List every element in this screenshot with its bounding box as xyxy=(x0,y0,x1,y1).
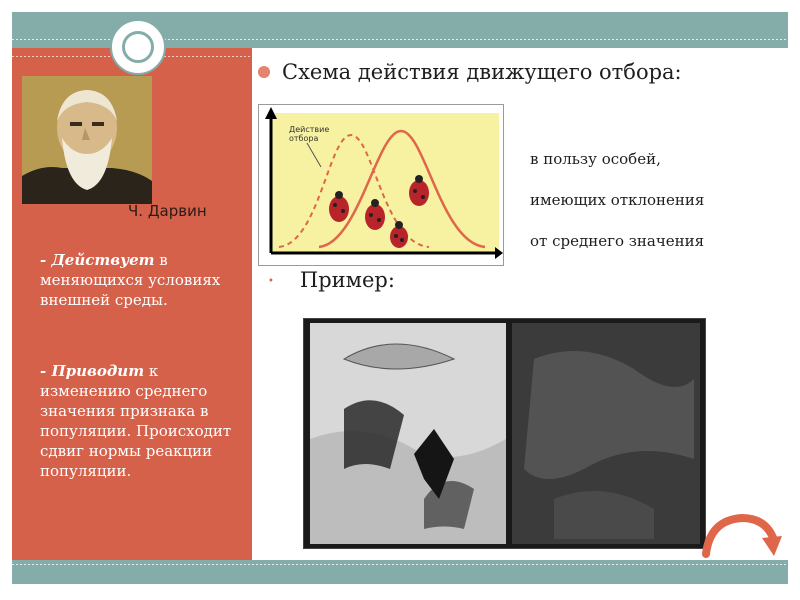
left-point-2 xyxy=(40,361,250,481)
right-text-line-3: от среднего значения xyxy=(530,232,705,250)
slide-title-text: Схема действия движущего отбора: xyxy=(282,60,682,84)
example-label xyxy=(268,268,395,292)
left-point-1 xyxy=(40,250,250,310)
portrait-caption: Ч. Дарвин xyxy=(128,202,207,220)
right-text-line-1: в пользу особей, xyxy=(530,150,661,168)
next-slide-arrow-icon[interactable] xyxy=(700,510,782,558)
bottom-band xyxy=(12,560,788,584)
darwin-portrait xyxy=(22,76,152,204)
left-point-1-lead: - Действует xyxy=(40,251,155,269)
moth-photo-image xyxy=(304,319,705,548)
portrait-image xyxy=(22,76,152,204)
circle-ornament-icon xyxy=(110,19,166,75)
bullet-dot-icon xyxy=(258,66,270,78)
diagram-label: Действие отбора xyxy=(289,125,330,143)
bullet-icon: • xyxy=(268,276,274,287)
selection-diagram xyxy=(258,104,504,266)
example-label-text: Пример: xyxy=(299,268,395,292)
left-point-2-text: к изменению среднего значения признака в популяции. Происходит сдвиг нормы реакции популяции. xyxy=(40,362,232,480)
right-text-line-2: имеющих отклонения xyxy=(530,191,705,209)
moth-photo xyxy=(303,318,706,549)
left-point-1-text: в меняющихся условиях внешней среды. xyxy=(40,251,221,309)
slide-title xyxy=(258,60,682,84)
left-point-2-lead: - Приводит xyxy=(40,362,145,380)
